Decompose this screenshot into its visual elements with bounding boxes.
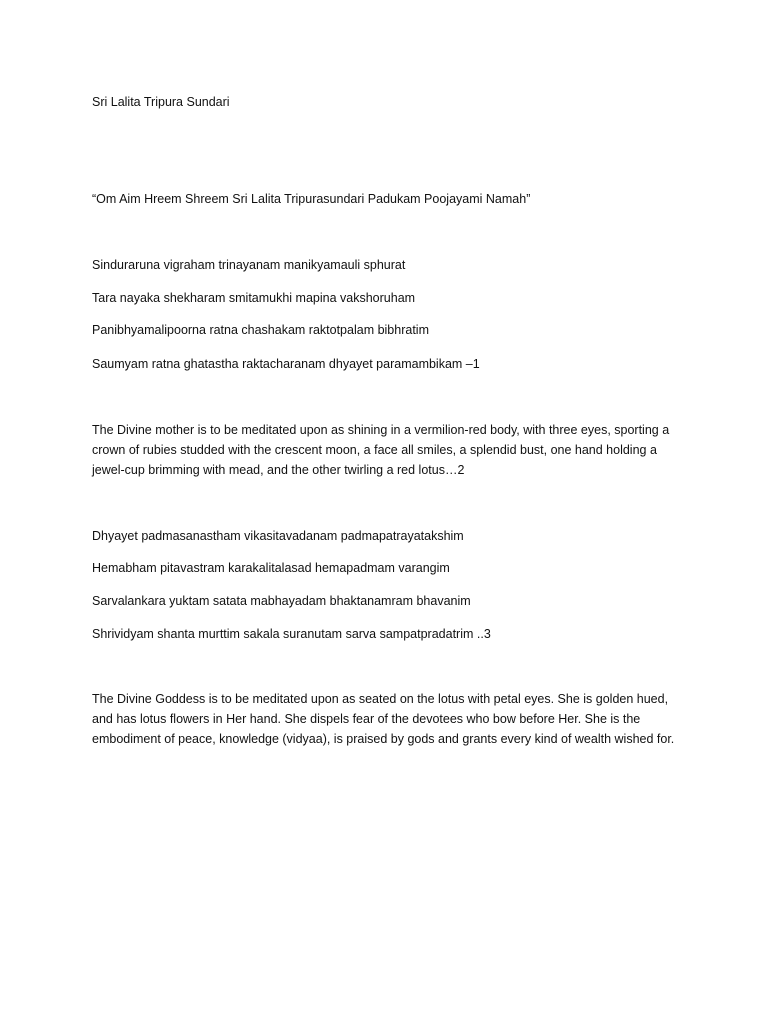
verse-2-line-3: Sarvalankara yuktam satata mabhayadam bhaktanamram bhavanim bbox=[92, 594, 471, 608]
verse-2-line-2: Hemabham pitavastram karakalitalasad hemapadmam varangim bbox=[92, 561, 450, 575]
document-title: Sri Lalita Tripura Sundari bbox=[92, 95, 230, 109]
verse-1-line-3: Panibhyamalipoorna ratna chashakam raktotpalam bibhratim bbox=[92, 323, 429, 337]
mantra-line: “Om Aim Hreem Shreem Sri Lalita Tripurasundari Padukam Poojayami Namah” bbox=[92, 192, 531, 206]
verse-2-line-4: Shrividyam shanta murttim sakala suranutam sarva sampatpradatrim ..3 bbox=[92, 627, 491, 641]
translation-paragraph-1: The Divine mother is to be meditated upon as shining in a vermilion-red body, with three eyes, sporting a crown of rubies studded with the crescent moon, a face all smiles, a splendid bust, one hand holding a jewel-cup brimming with mead, and the other twirling a red lotus…2 bbox=[92, 423, 670, 477]
verse-1-line-1: Sinduraruna vigraham trinayanam manikyamauli sphurat bbox=[92, 258, 406, 272]
verse-2-line-1: Dhyayet padmasanastham vikasitavadanam padmapatrayatakshim bbox=[92, 529, 464, 543]
translation-paragraph-2: The Divine Goddess is to be meditated upon as seated on the lotus with petal eyes. She is golden hued, and has lotus flowers in Her hand. She dispels fear of the devotees who bow before Her. She is the embodiment of peace, knowledge (vidyaa), is praised by gods and grants every kind of wealth wished for. bbox=[92, 692, 675, 746]
verse-1-line-2: Tara nayaka shekharam smitamukhi mapina vakshoruham bbox=[92, 291, 416, 305]
verse-1-line-4: Saumyam ratna ghatastha raktacharanam dhyayet paramambikam –1 bbox=[92, 357, 480, 371]
